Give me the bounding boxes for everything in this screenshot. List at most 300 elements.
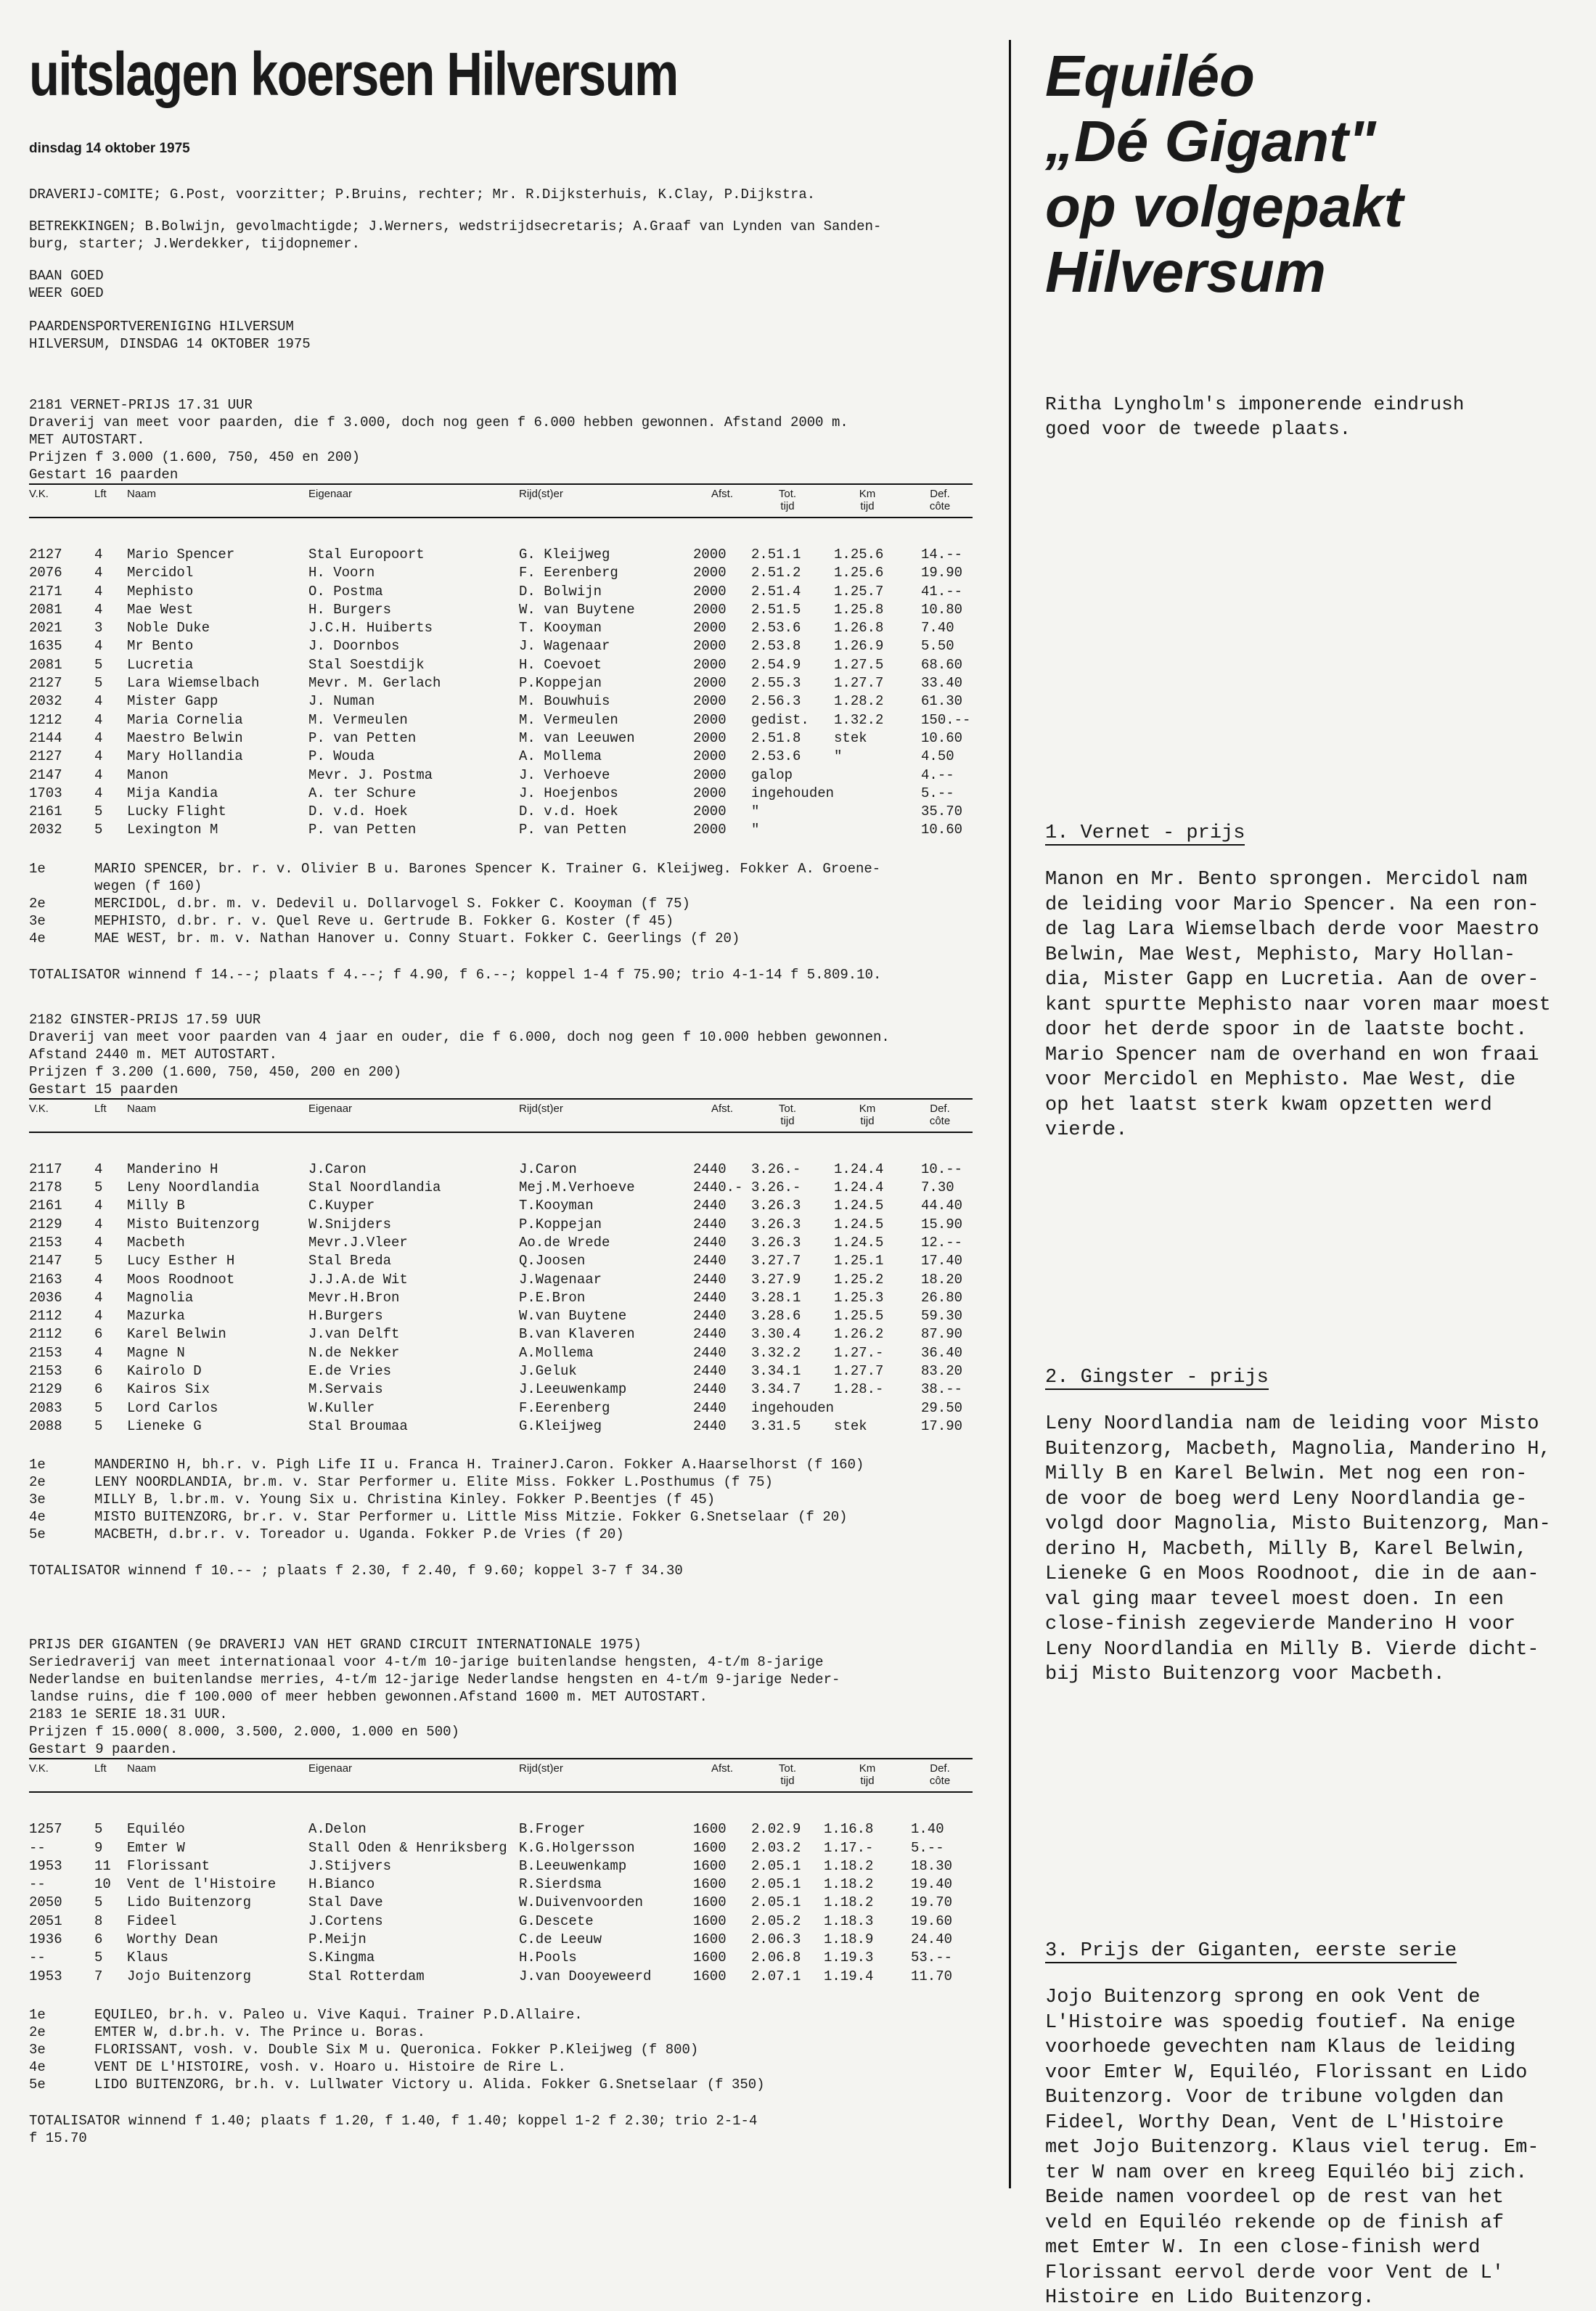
placing-position: 4e — [29, 2058, 46, 2075]
cell-tot: 3.27.9 — [751, 1271, 801, 1288]
cell-def: 68.60 — [921, 656, 963, 673]
placing-description: MERCIDOL, d.br. m. v. Dedevil u. Dollarvogel S. Fokker C. Kooyman (f 75) — [94, 895, 690, 912]
cell-rijder: J. Hoejenbos — [519, 785, 618, 801]
cell-tot: 2.51.1 — [751, 547, 801, 563]
cell-naam: Fideel — [127, 1913, 177, 1929]
cell-eigenaar: C.Kuyper — [308, 1198, 375, 1214]
cell-km: 1.25.6 — [834, 565, 884, 581]
column-label-lft: Lft — [94, 1102, 107, 1115]
cell-def: 19.60 — [911, 1913, 953, 1929]
cell-def: 7.40 — [921, 620, 954, 637]
cell-afst: 2440 — [693, 1289, 727, 1306]
cell-tot: 2.53.6 — [751, 620, 801, 637]
placing-description: MANDERINO H, bh.r. v. Pigh Life II u. Franca H. TrainerJ.Caron. Fokker A.Haarselhorst (f 160) — [94, 1457, 864, 1473]
cell-rijder: F.Eerenberg — [519, 1399, 610, 1416]
cell-eigenaar: P. Wouda — [308, 748, 375, 765]
cell-naam: Lord Carlos — [127, 1399, 218, 1416]
cell-vk: 2153 — [29, 1234, 62, 1251]
cell-eigenaar: Stal Dave — [308, 1894, 383, 1911]
cell-naam: Macbeth — [127, 1234, 185, 1251]
placing-description: EQUILEO, br.h. v. Paleo u. Vive Kaqui. Trainer P.D.Allaire. — [94, 2006, 583, 2023]
placing-description: MILLY B, l.br.m. v. Young Six u. Christina Kinley. Fokker P.Beentjes (f 45) — [94, 1492, 716, 1508]
result-row — [29, 1931, 969, 1949]
cell-def: 17.40 — [921, 1253, 963, 1269]
cell-km: 1.27.- — [834, 1344, 884, 1361]
cell-naam: Mario Spencer — [127, 547, 235, 563]
cell-rijder: M. Vermeulen — [519, 711, 618, 728]
cell-vk: 2081 — [29, 656, 62, 673]
result-row — [29, 1234, 979, 1252]
cell-def: 35.70 — [921, 803, 963, 820]
cell-eigenaar: A. ter Schure — [308, 785, 417, 801]
cell-naam: Jojo Buitenzorg — [127, 1968, 252, 1984]
column-label-def: Def. côte — [929, 1102, 951, 1127]
cell-lft: 8 — [94, 1913, 103, 1929]
cell-eigenaar: Mevr. M. Gerlach — [308, 675, 441, 692]
cell-def: 24.40 — [911, 1931, 953, 1947]
cell-eigenaar: J.Stijvers — [308, 1857, 392, 1874]
cell-rijder: B.van Klaveren — [519, 1326, 635, 1343]
cell-km: stek — [834, 1418, 867, 1434]
placing-item — [29, 2006, 987, 2024]
cell-rijder: W.Duivenvoorden — [519, 1894, 644, 1911]
cell-tot: 2.53.6 — [751, 748, 801, 765]
cell-tot: 3.28.1 — [751, 1289, 801, 1306]
column-label-afst: Afst. — [711, 1762, 733, 1775]
cell-tot: " — [751, 803, 760, 820]
cell-def: 41.-- — [921, 583, 963, 600]
result-row — [29, 1325, 979, 1343]
column-divider — [1009, 40, 1011, 2188]
cell-km: 1.32.2 — [834, 711, 884, 728]
cell-eigenaar: Stal Noordlandia — [308, 1179, 441, 1196]
cell-def: 29.50 — [921, 1399, 963, 1416]
cell-afst: 2000 — [693, 785, 727, 801]
cell-lft: 4 — [94, 1216, 103, 1232]
cell-tot: 2.05.2 — [751, 1913, 801, 1929]
result-row — [29, 1271, 979, 1289]
cell-tot: 3.26.3 — [751, 1198, 801, 1214]
cell-rijder: W. van Buytene — [519, 601, 635, 618]
cell-eigenaar: D. v.d. Hoek — [308, 803, 408, 820]
cell-def: 12.-- — [921, 1234, 963, 1251]
cell-rijder: J.Wagenaar — [519, 1271, 602, 1288]
cell-naam: Florissant — [127, 1857, 210, 1874]
column-label-rijder: Rijd(st)er — [519, 1762, 563, 1775]
cell-rijder: W.van Buytene — [519, 1308, 627, 1325]
result-row — [29, 1307, 979, 1325]
report-intro: Ritha Lyngholm's imponerende eindrush goed voor de tweede plaats. — [1045, 393, 1465, 440]
cell-km: 1.25.6 — [834, 547, 884, 563]
placing-item — [29, 2024, 987, 2041]
cell-lft: 6 — [94, 1931, 103, 1947]
result-row — [29, 1820, 969, 1838]
cell-vk: 2127 — [29, 675, 62, 692]
cell-km: 1.18.9 — [824, 1931, 874, 1947]
cell-afst: 2440 — [693, 1253, 727, 1269]
cell-naam: Mephisto — [127, 583, 194, 600]
column-label-naam: Naam — [127, 1762, 157, 1775]
cell-rijder: F. Eerenberg — [519, 565, 618, 581]
placing-description: LENY NOORDLANDIA, br.m. v. Star Performer u. Elite Miss. Fokker L.Posthumus (f 75) — [94, 1474, 773, 1491]
cell-eigenaar: S.Kingma — [308, 1950, 375, 1966]
cell-eigenaar: O. Postma — [308, 583, 383, 600]
column-label-vk: V.K. — [29, 1102, 49, 1115]
cell-vk: 2153 — [29, 1344, 62, 1361]
column-label-km: Km tijd — [859, 488, 876, 512]
cell-vk: 1703 — [29, 785, 62, 801]
cell-tot: 2.05.1 — [751, 1857, 801, 1874]
cell-lft: 10 — [94, 1876, 111, 1893]
result-row — [29, 1418, 979, 1436]
cell-eigenaar: J.van Delft — [308, 1326, 400, 1343]
result-row — [29, 1344, 979, 1362]
cell-rijder: P.Koppejan — [519, 1216, 602, 1232]
cell-def: 44.40 — [921, 1198, 963, 1214]
placing-position: 3e — [29, 1492, 46, 1508]
column-label-lft: Lft — [94, 488, 107, 500]
cell-lft: 4 — [94, 638, 103, 655]
cell-rijder: P. van Petten — [519, 822, 627, 838]
cell-tot: 2.06.3 — [751, 1931, 801, 1947]
cell-rijder: T. Kooyman — [519, 620, 602, 637]
cell-km: 1.17.- — [824, 1839, 874, 1856]
cell-km — [834, 821, 921, 839]
association-text: PAARDENSPORTVERENIGING HILVERSUM HILVERSUM, DINSDAG 14 OKTOBER 1975 — [29, 319, 311, 352]
placing-description: MARIO SPENCER, br. r. v. Olivier B u. Barones Spencer K. Trainer G. Kleijweg. Fokker A. Groene- wegen (f 160) — [94, 860, 881, 894]
cell-afst: 1600 — [693, 1894, 727, 1911]
cell-tot: 2.55.3 — [751, 675, 801, 692]
cell-naam: Magnolia — [127, 1289, 194, 1306]
placing-description: MACBETH, d.br.r. v. Toreador u. Uganda. Fokker P.de Vries (f 20) — [94, 1526, 624, 1543]
placings-list — [29, 860, 987, 947]
placing-position: 4e — [29, 930, 46, 946]
placing-item — [29, 2041, 987, 2058]
cell-lft: 9 — [94, 1839, 103, 1856]
cell-lft: 6 — [94, 1326, 103, 1343]
cell-rijder: R.Sierdsma — [519, 1876, 602, 1893]
cell-km: 1.24.5 — [834, 1234, 884, 1251]
cell-naam: Misto Buitenzorg — [127, 1216, 260, 1232]
report-section — [1045, 1940, 1568, 2311]
cell-rijder: P.E.Bron — [519, 1289, 586, 1306]
cell-rijder: G.Kleijweg — [519, 1418, 602, 1434]
column-label-vk: V.K. — [29, 488, 49, 500]
cell-eigenaar: Stal Soestdijk — [308, 656, 425, 673]
cell-afst: 1600 — [693, 1968, 727, 1984]
cell-eigenaar: M.Servais — [308, 1381, 383, 1398]
cell-vk: 2144 — [29, 729, 62, 746]
cell-tot: 2.03.2 — [751, 1839, 801, 1856]
report-section — [1045, 822, 1568, 1143]
cell-def: 38.-- — [921, 1381, 963, 1398]
cell-afst: 1600 — [693, 1931, 727, 1947]
cell-afst: 2000 — [693, 656, 727, 673]
cell-eigenaar: J.Cortens — [308, 1913, 383, 1929]
cell-tot: 3.34.1 — [751, 1363, 801, 1380]
cell-km: 1.25.3 — [834, 1289, 884, 1306]
cell-vk: 1212 — [29, 711, 62, 728]
cell-rijder: J.Geluk — [519, 1363, 577, 1380]
cell-afst: 2440 — [693, 1216, 727, 1232]
cell-km — [834, 766, 921, 785]
placing-item — [29, 860, 987, 895]
cell-tot: 2.51.5 — [751, 601, 801, 618]
cell-vk: 2127 — [29, 748, 62, 765]
cell-rijder: G. Kleijweg — [519, 547, 610, 563]
cell-km — [834, 803, 921, 821]
cell-lft: 4 — [94, 1308, 103, 1325]
cell-vk: 1953 — [29, 1968, 62, 1984]
section-heading: 2. Gingster - prijs — [1045, 1367, 1269, 1388]
result-row — [29, 564, 979, 582]
cell-naam: Lieneke G — [127, 1418, 202, 1434]
column-label-lft: Lft — [94, 1762, 107, 1775]
cell-eigenaar: Stal Rotterdam — [308, 1968, 425, 1984]
column-label-def: Def. côte — [929, 1762, 951, 1788]
cell-eigenaar: J. Numan — [308, 693, 375, 710]
cell-km: 1.28.- — [834, 1381, 884, 1398]
cell-afst: 2000 — [693, 638, 727, 655]
placing-item — [29, 1526, 987, 1543]
cell-vk: 2050 — [29, 1894, 62, 1911]
cell-km: 1.27.7 — [834, 1363, 884, 1380]
cell-lft: 5 — [94, 1821, 103, 1838]
cell-vk: 2129 — [29, 1216, 62, 1232]
placing-description: LIDO BUITENZORG, br.h. v. Lullwater Victory u. Alida. Fokker G.Snetselaar (f 350) — [94, 2076, 765, 2093]
cell-rijder: A.Mollema — [519, 1344, 594, 1361]
track-weather: BAAN GOED WEER GOED — [29, 268, 104, 301]
cell-vk: 2147 — [29, 766, 62, 783]
cell-eigenaar: P. van Petten — [308, 729, 417, 746]
cell-rijder: M. Bouwhuis — [519, 693, 610, 710]
cell-eigenaar: H.Burgers — [308, 1308, 383, 1325]
cell-def: 14.-- — [921, 547, 963, 563]
cell-km: 1.27.5 — [834, 656, 884, 673]
cell-afst: 1600 — [693, 1950, 727, 1966]
result-row — [29, 1839, 969, 1857]
result-row — [29, 1197, 979, 1215]
report-section — [1045, 1367, 1568, 1688]
cell-rijder: J. Verhoeve — [519, 766, 610, 783]
cell-eigenaar: Stal Broumaa — [308, 1418, 408, 1434]
cell-vk: 2147 — [29, 1253, 62, 1269]
cell-eigenaar: Stal Breda — [308, 1253, 392, 1269]
cell-rijder: J.Leeuwenkamp — [519, 1381, 627, 1398]
cell-def: 4.-- — [921, 766, 954, 783]
cell-vk: 2076 — [29, 565, 62, 581]
column-label-km: Km tijd — [859, 1102, 876, 1127]
cell-lft: 5 — [94, 1418, 103, 1434]
result-row — [29, 637, 979, 655]
cell-km: 1.25.5 — [834, 1308, 884, 1325]
cell-tot: 3.26.3 — [751, 1216, 801, 1232]
cell-tot: 2.51.2 — [751, 565, 801, 581]
result-row — [29, 729, 979, 748]
cell-def: 18.20 — [921, 1271, 963, 1288]
result-row — [29, 766, 979, 785]
column-label-tot: Tot. tijd — [778, 488, 797, 512]
cell-afst: 1600 — [693, 1857, 727, 1874]
result-row — [29, 1252, 979, 1270]
cell-lft: 5 — [94, 1253, 103, 1269]
placing-position: 1e — [29, 2006, 46, 2023]
cell-lft: 4 — [94, 785, 103, 801]
column-header — [29, 1759, 973, 1793]
cell-vk: 2161 — [29, 1198, 62, 1214]
cell-rijder: B.Froger — [519, 1821, 586, 1838]
cell-tot: gedist. — [751, 711, 809, 728]
cell-lft: 4 — [94, 1198, 103, 1214]
race-block — [29, 1636, 987, 2147]
column-label-naam: Naam — [127, 488, 157, 500]
cell-tot: 2.54.9 — [751, 656, 801, 673]
result-row — [29, 583, 979, 601]
results-column — [29, 40, 987, 2147]
cell-rijder: K.G.Holgersson — [519, 1839, 635, 1856]
placing-position: 5e — [29, 2076, 46, 2093]
cell-naam: Mercidol — [127, 565, 194, 581]
cell-rijder: D. Bolwijn — [519, 583, 602, 600]
cell-afst: 2000 — [693, 675, 727, 692]
cell-tot: " — [751, 822, 760, 838]
race-block — [29, 1011, 987, 1579]
placing-description: VENT DE L'HISTOIRE, vosh. v. Hoaro u. Histoire de Rire L. — [94, 2058, 566, 2075]
section-body: Jojo Buitenzorg sprong en ook Vent de L'Histoire was spoedig foutief. Na enige voorhoede gevechten nam Klaus de leiding voor Emter W, Equiléo, Florissant en Lido Buitenzorg. Voor de tribune volgden dan Fideel, Worthy Dean, Vent de L'Histoire met Jojo Buitenzorg. Klaus viel terug. Em- ter W nam over en kreeg Equiléo bij zich. Beide namen voordeel op de rest van het veld en Equiléo rekende op de finish af met Emter W. In een close-finish werd Florissant eervol derde voor Vent de L' Histoire en Lido Buitenzorg. — [1045, 1987, 1539, 2309]
cell-lft: 4 — [94, 711, 103, 728]
results-table — [29, 546, 979, 840]
cell-naam: Emter W — [127, 1839, 185, 1856]
placing-description: MEPHISTO, d.br. r. v. Quel Reve u. Gertrude B. Fokker G. Koster (f 45) — [94, 912, 674, 929]
result-row — [29, 785, 979, 803]
cell-vk: 2178 — [29, 1179, 62, 1196]
totalisator-text: TOTALISATOR winnend f 14.--; plaats f 4.--; f 4.90, f 6.--; koppel 1-4 f 75.90; trio 4-1-14 f 5.809.10. — [29, 966, 882, 983]
cell-km: stek — [834, 729, 867, 746]
cell-vk: 2129 — [29, 1381, 62, 1398]
cell-km — [834, 785, 921, 803]
cell-def: 11.70 — [911, 1968, 953, 1984]
result-row — [29, 821, 979, 839]
cell-rijder: A. Mollema — [519, 748, 602, 765]
cell-afst: 2000 — [693, 565, 727, 581]
cell-rijder: C.de Leeuw — [519, 1931, 602, 1947]
cell-def: 10.-- — [921, 1161, 963, 1177]
cell-def: 10.80 — [921, 601, 963, 618]
cell-rijder: J. Wagenaar — [519, 638, 610, 655]
cell-vk: 2171 — [29, 583, 62, 600]
cell-naam: Lara Wiemselbach — [127, 675, 260, 692]
cell-lft: 5 — [94, 675, 103, 692]
cell-vk: 2117 — [29, 1161, 62, 1177]
cell-vk: -- — [29, 1950, 46, 1966]
cell-naam: Klaus — [127, 1950, 169, 1966]
placing-position: 3e — [29, 2041, 46, 2058]
cell-eigenaar: N.de Nekker — [308, 1344, 400, 1361]
cell-eigenaar: Stal Europoort — [308, 547, 425, 563]
races-container — [29, 396, 987, 2147]
cell-lft: 5 — [94, 656, 103, 673]
cell-naam: Lucky Flight — [127, 803, 226, 820]
cell-tot: 3.32.2 — [751, 1344, 801, 1361]
cell-rijder: D. v.d. Hoek — [519, 803, 618, 820]
cell-km: 1.24.4 — [834, 1161, 884, 1177]
column-label-eigenaar: Eigenaar — [308, 1762, 353, 1775]
cell-def: 53.-- — [911, 1950, 953, 1966]
cell-vk: 2153 — [29, 1363, 62, 1380]
cell-tot: 2.06.8 — [751, 1950, 801, 1966]
cell-naam: Mister Gapp — [127, 693, 218, 710]
cell-eigenaar: H. Burgers — [308, 601, 392, 618]
cell-km: 1.18.2 — [824, 1876, 874, 1893]
cell-lft: 4 — [94, 748, 103, 765]
cell-km: 1.25.2 — [834, 1271, 884, 1288]
cell-def: 150.-- — [921, 711, 971, 728]
cell-afst: 2440 — [693, 1344, 727, 1361]
cell-eigenaar: W.Snijders — [308, 1216, 392, 1232]
cell-naam: Lido Buitenzorg — [127, 1894, 252, 1911]
cell-eigenaar: H.Bianco — [308, 1876, 375, 1893]
cell-afst: 2440 — [693, 1418, 727, 1434]
placing-position: 2e — [29, 1474, 46, 1491]
placing-item — [29, 1473, 987, 1491]
cell-naam: Lucy Esther H — [127, 1253, 235, 1269]
cell-rijder: J.Caron — [519, 1161, 577, 1177]
cell-lft: 5 — [94, 1399, 103, 1416]
cell-lft: 4 — [94, 1344, 103, 1361]
column-label-def: Def. côte — [929, 488, 951, 512]
cell-naam: Mija Kandia — [127, 785, 218, 801]
cell-rijder: J.van Dooyeweerd — [519, 1968, 652, 1984]
cell-vk: 1953 — [29, 1857, 62, 1874]
cell-lft: 4 — [94, 1289, 103, 1306]
cell-eigenaar: Mevr. J. Postma — [308, 766, 433, 783]
cell-rijder: B.Leeuwenkamp — [519, 1857, 627, 1874]
cell-def: 19.70 — [911, 1894, 953, 1911]
race-intro: 2182 GINSTER-PRIJS 17.59 UUR Draverij van meet voor paarden van 4 jaar en ouder, die f 6.000, doch nog geen f 10.000 hebben gewonnen. Afstand 2440 m. MET AUTOSTART. Prijzen f 3.200 (1.600, 750, 450, 200 en 200) Gestart 15 paarden — [29, 1011, 890, 1097]
cell-tot: 2.51.8 — [751, 729, 801, 746]
cell-vk: 1936 — [29, 1931, 62, 1947]
cell-naam: Magne N — [127, 1344, 185, 1361]
cell-naam: Karel Belwin — [127, 1326, 226, 1343]
column-label-afst: Afst. — [711, 488, 733, 500]
cell-km: 1.26.2 — [834, 1326, 884, 1343]
cell-vk: 2036 — [29, 1289, 62, 1306]
cell-km: 1.27.7 — [834, 675, 884, 692]
cell-km: " — [834, 748, 843, 765]
cell-km: 1.25.7 — [834, 583, 884, 600]
cell-def: 7.30 — [921, 1179, 954, 1196]
cell-afst: 2000 — [693, 729, 727, 746]
result-row — [29, 546, 979, 564]
cell-vk: -- — [29, 1876, 46, 1893]
cell-afst: 2000 — [693, 822, 727, 838]
cell-rijder: Mej.M.Verhoeve — [519, 1179, 635, 1196]
result-row — [29, 1381, 979, 1399]
cell-def: 19.40 — [911, 1876, 953, 1893]
result-row — [29, 656, 979, 674]
cell-naam: Manderino H — [127, 1161, 218, 1177]
cell-naam: Mr Bento — [127, 638, 194, 655]
cell-km: 1.18.2 — [824, 1894, 874, 1911]
cell-afst: 2440 — [693, 1326, 727, 1343]
cell-afst: 2000 — [693, 693, 727, 710]
result-row — [29, 1876, 969, 1894]
cell-vk: 2112 — [29, 1308, 62, 1325]
cell-def: 83.20 — [921, 1363, 963, 1380]
cell-afst: 2000 — [693, 583, 727, 600]
column-label-naam: Naam — [127, 1102, 157, 1115]
placing-position: 3e — [29, 912, 46, 929]
